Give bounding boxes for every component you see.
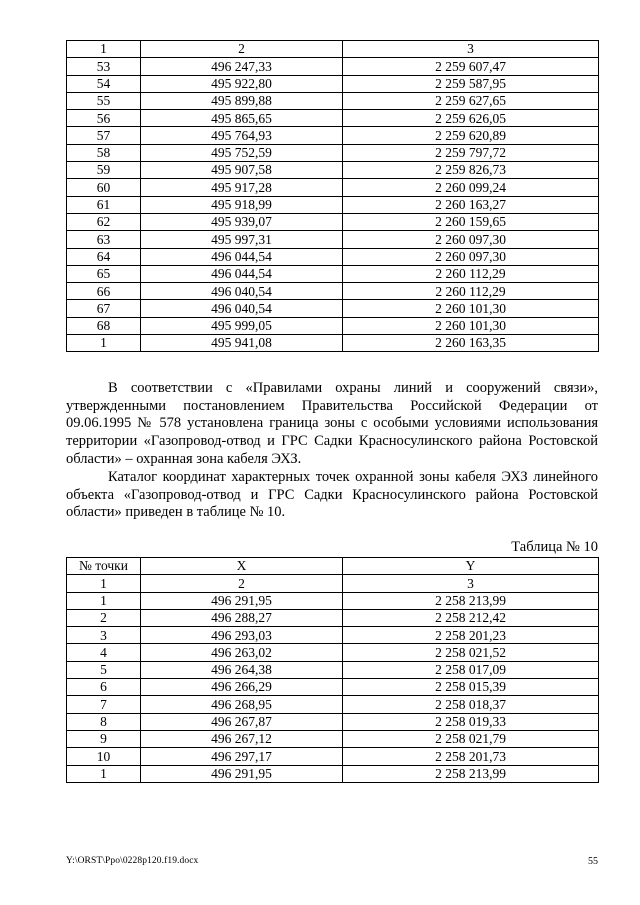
table-row xyxy=(67,644,599,661)
x-coordinate-cell: 496 264,38 xyxy=(141,661,343,678)
y-coordinate-cell: 2 260 159,65 xyxy=(343,213,599,230)
y-coordinate-cell: 2 258 213,99 xyxy=(343,592,599,609)
y-coordinate-cell: 2 260 112,29 xyxy=(343,265,599,282)
point-number-cell: 59 xyxy=(67,162,141,179)
point-number-cell: 62 xyxy=(67,213,141,230)
point-number-cell: 1 xyxy=(67,592,141,609)
column-number-cell: 1 xyxy=(67,41,141,58)
y-coordinate-cell: 2 258 015,39 xyxy=(343,679,599,696)
table-caption: Таблица № 10 xyxy=(511,539,598,555)
point-number-cell: 1 xyxy=(67,765,141,782)
x-coordinate-cell: 496 268,95 xyxy=(141,696,343,713)
paragraph-protection-zone: В соответствии с «Правилами охраны линий и сооружений связи», утвержденными постановлением Правительства Российской Федерации от 09.06.1995 № 578 установлена граница зоны с особыми условиями использования территории «Газопровод-отвод и ГРС Садки Красносулинского района Ростовской области» – охранная зона кабеля ЭХЗ. xyxy=(66,380,598,467)
table-row xyxy=(67,265,599,282)
table-row xyxy=(67,748,599,765)
header-y: Y xyxy=(343,558,599,575)
coordinates-table-continued xyxy=(66,40,599,352)
y-coordinate-cell: 2 258 201,73 xyxy=(343,748,599,765)
x-coordinate-cell: 495 907,58 xyxy=(141,162,343,179)
x-coordinate-cell: 495 941,08 xyxy=(141,335,343,352)
coordinates-table-10 xyxy=(66,557,599,783)
x-coordinate-cell: 496 291,95 xyxy=(141,765,343,782)
point-number-cell: 4 xyxy=(67,644,141,661)
table-row xyxy=(67,179,599,196)
table-header-row xyxy=(67,558,599,575)
point-number-cell: 60 xyxy=(67,179,141,196)
x-coordinate-cell: 496 293,03 xyxy=(141,627,343,644)
x-coordinate-cell: 496 267,87 xyxy=(141,713,343,730)
y-coordinate-cell: 2 259 797,72 xyxy=(343,144,599,161)
x-coordinate-cell: 495 764,93 xyxy=(141,127,343,144)
table-row xyxy=(67,679,599,696)
y-coordinate-cell: 2 260 097,30 xyxy=(343,248,599,265)
table-row xyxy=(67,213,599,230)
header-x: X xyxy=(141,558,343,575)
y-coordinate-cell: 2 260 101,30 xyxy=(343,300,599,317)
point-number-cell: 8 xyxy=(67,713,141,730)
y-coordinate-cell: 2 258 018,37 xyxy=(343,696,599,713)
table-row xyxy=(67,196,599,213)
table-row xyxy=(67,58,599,75)
x-coordinate-cell: 495 939,07 xyxy=(141,213,343,230)
point-number-cell: 10 xyxy=(67,748,141,765)
table-row xyxy=(67,713,599,730)
table-row xyxy=(67,75,599,92)
point-number-cell: 3 xyxy=(67,627,141,644)
y-coordinate-cell: 2 259 620,89 xyxy=(343,127,599,144)
header-point-number: № точки xyxy=(67,558,141,575)
table-row xyxy=(67,300,599,317)
point-number-cell: 5 xyxy=(67,661,141,678)
y-coordinate-cell: 2 260 112,29 xyxy=(343,283,599,300)
x-coordinate-cell: 495 917,28 xyxy=(141,179,343,196)
table-row xyxy=(67,162,599,179)
x-coordinate-cell: 496 291,95 xyxy=(141,592,343,609)
table-row xyxy=(67,110,599,127)
table-column-numbers-row xyxy=(67,575,599,592)
table-row xyxy=(67,231,599,248)
footer-file-path: Y:\ORST\Ppo\0228p120.f19.docx xyxy=(66,856,199,866)
table-row xyxy=(67,592,599,609)
table-row xyxy=(67,696,599,713)
point-number-cell: 61 xyxy=(67,196,141,213)
point-number-cell: 63 xyxy=(67,231,141,248)
point-number-cell: 9 xyxy=(67,730,141,747)
y-coordinate-cell: 2 260 163,27 xyxy=(343,196,599,213)
x-coordinate-cell: 496 040,54 xyxy=(141,283,343,300)
y-coordinate-cell: 2 258 212,42 xyxy=(343,609,599,626)
column-number-cell: 3 xyxy=(343,41,599,58)
table-row xyxy=(67,661,599,678)
point-number-cell: 7 xyxy=(67,696,141,713)
point-number-cell: 1 xyxy=(67,335,141,352)
table-row xyxy=(67,609,599,626)
y-coordinate-cell: 2 259 587,95 xyxy=(343,75,599,92)
x-coordinate-cell: 495 997,31 xyxy=(141,231,343,248)
y-coordinate-cell: 2 260 099,24 xyxy=(343,179,599,196)
x-coordinate-cell: 495 922,80 xyxy=(141,75,343,92)
point-number-cell: 68 xyxy=(67,317,141,334)
table-row xyxy=(67,92,599,109)
y-coordinate-cell: 2 260 101,30 xyxy=(343,317,599,334)
column-number-cell: 2 xyxy=(141,575,343,592)
y-coordinate-cell: 2 259 627,65 xyxy=(343,92,599,109)
y-coordinate-cell: 2 260 163,35 xyxy=(343,335,599,352)
y-coordinate-cell: 2 258 019,33 xyxy=(343,713,599,730)
x-coordinate-cell: 496 044,54 xyxy=(141,265,343,282)
table-row xyxy=(67,248,599,265)
x-coordinate-cell: 496 266,29 xyxy=(141,679,343,696)
table-row xyxy=(67,730,599,747)
point-number-cell: 56 xyxy=(67,110,141,127)
paragraph-catalog-reference: Каталог координат характерных точек охранной зоны кабеля ЭХЗ линейного объекта «Газопровод-отвод и ГРС Садки Красносулинского района Ростовской области» приведен в таблице № 10. xyxy=(66,469,598,521)
table-column-numbers-row xyxy=(67,41,599,58)
x-coordinate-cell: 495 999,05 xyxy=(141,317,343,334)
table-row xyxy=(67,317,599,334)
y-coordinate-cell: 2 258 201,23 xyxy=(343,627,599,644)
y-coordinate-cell: 2 258 021,79 xyxy=(343,730,599,747)
point-number-cell: 66 xyxy=(67,283,141,300)
y-coordinate-cell: 2 258 213,99 xyxy=(343,765,599,782)
point-number-cell: 65 xyxy=(67,265,141,282)
table-row xyxy=(67,283,599,300)
table-row xyxy=(67,627,599,644)
point-number-cell: 64 xyxy=(67,248,141,265)
point-number-cell: 58 xyxy=(67,144,141,161)
point-number-cell: 53 xyxy=(67,58,141,75)
table-row xyxy=(67,765,599,782)
y-coordinate-cell: 2 258 017,09 xyxy=(343,661,599,678)
x-coordinate-cell: 495 899,88 xyxy=(141,92,343,109)
table-row xyxy=(67,144,599,161)
x-coordinate-cell: 496 040,54 xyxy=(141,300,343,317)
x-coordinate-cell: 495 752,59 xyxy=(141,144,343,161)
point-number-cell: 57 xyxy=(67,127,141,144)
table-row xyxy=(67,335,599,352)
y-coordinate-cell: 2 258 021,52 xyxy=(343,644,599,661)
column-number-cell: 2 xyxy=(141,41,343,58)
table-row xyxy=(67,127,599,144)
point-number-cell: 54 xyxy=(67,75,141,92)
point-number-cell: 55 xyxy=(67,92,141,109)
y-coordinate-cell: 2 259 626,05 xyxy=(343,110,599,127)
x-coordinate-cell: 496 267,12 xyxy=(141,730,343,747)
point-number-cell: 2 xyxy=(67,609,141,626)
x-coordinate-cell: 496 263,02 xyxy=(141,644,343,661)
column-number-cell: 1 xyxy=(67,575,141,592)
y-coordinate-cell: 2 259 607,47 xyxy=(343,58,599,75)
y-coordinate-cell: 2 259 826,73 xyxy=(343,162,599,179)
x-coordinate-cell: 496 288,27 xyxy=(141,609,343,626)
footer-page-number: 55 xyxy=(588,856,598,867)
y-coordinate-cell: 2 260 097,30 xyxy=(343,231,599,248)
x-coordinate-cell: 495 918,99 xyxy=(141,196,343,213)
point-number-cell: 67 xyxy=(67,300,141,317)
point-number-cell: 6 xyxy=(67,679,141,696)
x-coordinate-cell: 496 044,54 xyxy=(141,248,343,265)
x-coordinate-cell: 496 297,17 xyxy=(141,748,343,765)
column-number-cell: 3 xyxy=(343,575,599,592)
x-coordinate-cell: 495 865,65 xyxy=(141,110,343,127)
x-coordinate-cell: 496 247,33 xyxy=(141,58,343,75)
